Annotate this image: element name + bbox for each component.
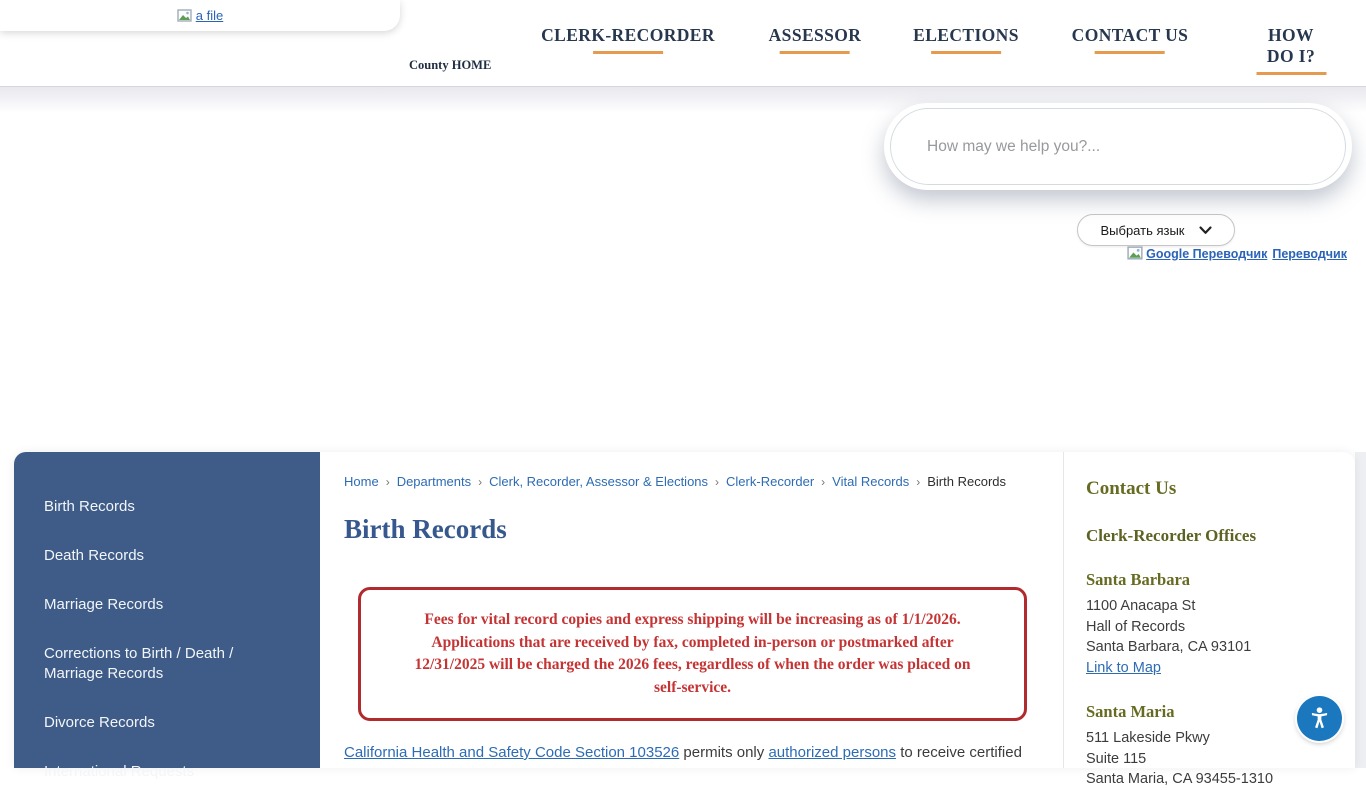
authorized-persons-link[interactable]: authorized persons [768, 744, 897, 761]
contact-title: Contact Us [1086, 478, 1177, 499]
content-divider [1063, 452, 1064, 768]
office-address-line: 1100 Anacapa St [1086, 598, 1196, 614]
breadcrumb-separator: › [821, 474, 826, 489]
breadcrumb-separator: › [715, 474, 720, 489]
nav-assessor[interactable]: ASSESSOR [769, 25, 862, 54]
left-nav [14, 452, 320, 780]
accessibility-icon [1306, 705, 1333, 732]
content-card [14, 452, 1355, 787]
google-translate-label: Google Переводчик [1146, 246, 1268, 261]
translator-link[interactable]: Переводчик [1272, 246, 1347, 261]
fee-increase-alert: Fees for vital record copies and express shipping will be increasing as of 1/1/2026. Applications that are received by fax, completed in-person or postmarked after 12/31/2025 will be charged the 2026 fees, regardless of when the order was placed on self-service. [358, 587, 1027, 721]
breadcrumb-current: Birth Records [927, 474, 1006, 489]
breadcrumb-vital-records[interactable]: Vital Records [832, 474, 910, 489]
nav-clerk-recorder[interactable]: CLERK-RECORDER [541, 25, 715, 54]
breadcrumb-separator: › [385, 474, 390, 489]
logo-link-label: a file [195, 8, 224, 23]
breadcrumb [344, 474, 1006, 489]
breadcrumb-departments[interactable]: Departments [396, 474, 472, 489]
sidebar-item-international[interactable]: International Requests [44, 763, 195, 780]
health-safety-code-link[interactable]: California Health and Safety Code Section 103526 [344, 744, 680, 761]
language-select[interactable] [1077, 214, 1235, 246]
nav-how-do-i[interactable]: HOW DO I? [1254, 25, 1329, 75]
search-input[interactable] [891, 138, 1345, 156]
office-name: Santa Barbara [1086, 570, 1191, 589]
logo-card [0, 0, 400, 31]
intro-paragraph [344, 743, 1044, 763]
county-home-label[interactable]: County HOME [409, 58, 492, 72]
left-nav-list [14, 497, 320, 782]
office-address-line: Santa Maria, CA 93455-1310 [1086, 771, 1274, 787]
broken-image-icon [1127, 246, 1144, 261]
office-address-line: 511 Lakeside Pkwy [1086, 730, 1210, 746]
breadcrumb-clerk-recorder[interactable]: Clerk-Recorder [726, 474, 815, 489]
sidebar-item-death-records[interactable]: Death Records [44, 547, 145, 564]
office-address-line: Hall of Records [1086, 618, 1186, 635]
link-to-map[interactable]: Link to Map [1086, 659, 1161, 676]
sidebar-item-divorce-records[interactable]: Divorce Records [44, 714, 155, 731]
breadcrumb-home[interactable]: Home [344, 474, 379, 489]
search-box [884, 103, 1352, 190]
chevron-down-icon [1199, 226, 1212, 235]
contact-subtitle: Clerk-Recorder Offices [1086, 526, 1257, 545]
search-field-border [890, 108, 1346, 185]
sidebar-item-marriage-records[interactable]: Marriage Records [44, 596, 164, 613]
language-select-label: Выбрать язык [1100, 222, 1185, 238]
nav-contact-us[interactable]: CONTACT US [1072, 25, 1189, 54]
breadcrumb-separator: › [916, 474, 921, 489]
office-santa-barbara [1086, 570, 1354, 678]
broken-image-icon [177, 9, 193, 23]
accessibility-widget-button[interactable] [1297, 696, 1342, 741]
breadcrumb-crae[interactable]: Clerk, Recorder, Assessor & Elections [489, 474, 709, 489]
translate-row [1127, 246, 1347, 261]
logo-link[interactable] [177, 8, 223, 23]
nav-elections[interactable]: ELECTIONS [913, 25, 1019, 54]
sidebar-item-corrections[interactable]: Corrections to Birth / Death / Marriage Records [44, 645, 234, 682]
breadcrumb-separator: › [478, 474, 483, 489]
paragraph-text: permits only [679, 744, 769, 761]
office-address-line: Suite 115 [1086, 750, 1147, 767]
paragraph-text: to receive certified [896, 744, 1022, 761]
office-name: Santa Maria [1086, 702, 1175, 721]
sidebar-item-birth-records[interactable]: Birth Records [44, 498, 135, 515]
office-address-line: Santa Barbara, CA 93101 [1086, 639, 1252, 655]
page-title: Birth Records [344, 514, 507, 544]
page-background-strip [1355, 452, 1366, 768]
google-translate-link[interactable] [1127, 246, 1267, 261]
